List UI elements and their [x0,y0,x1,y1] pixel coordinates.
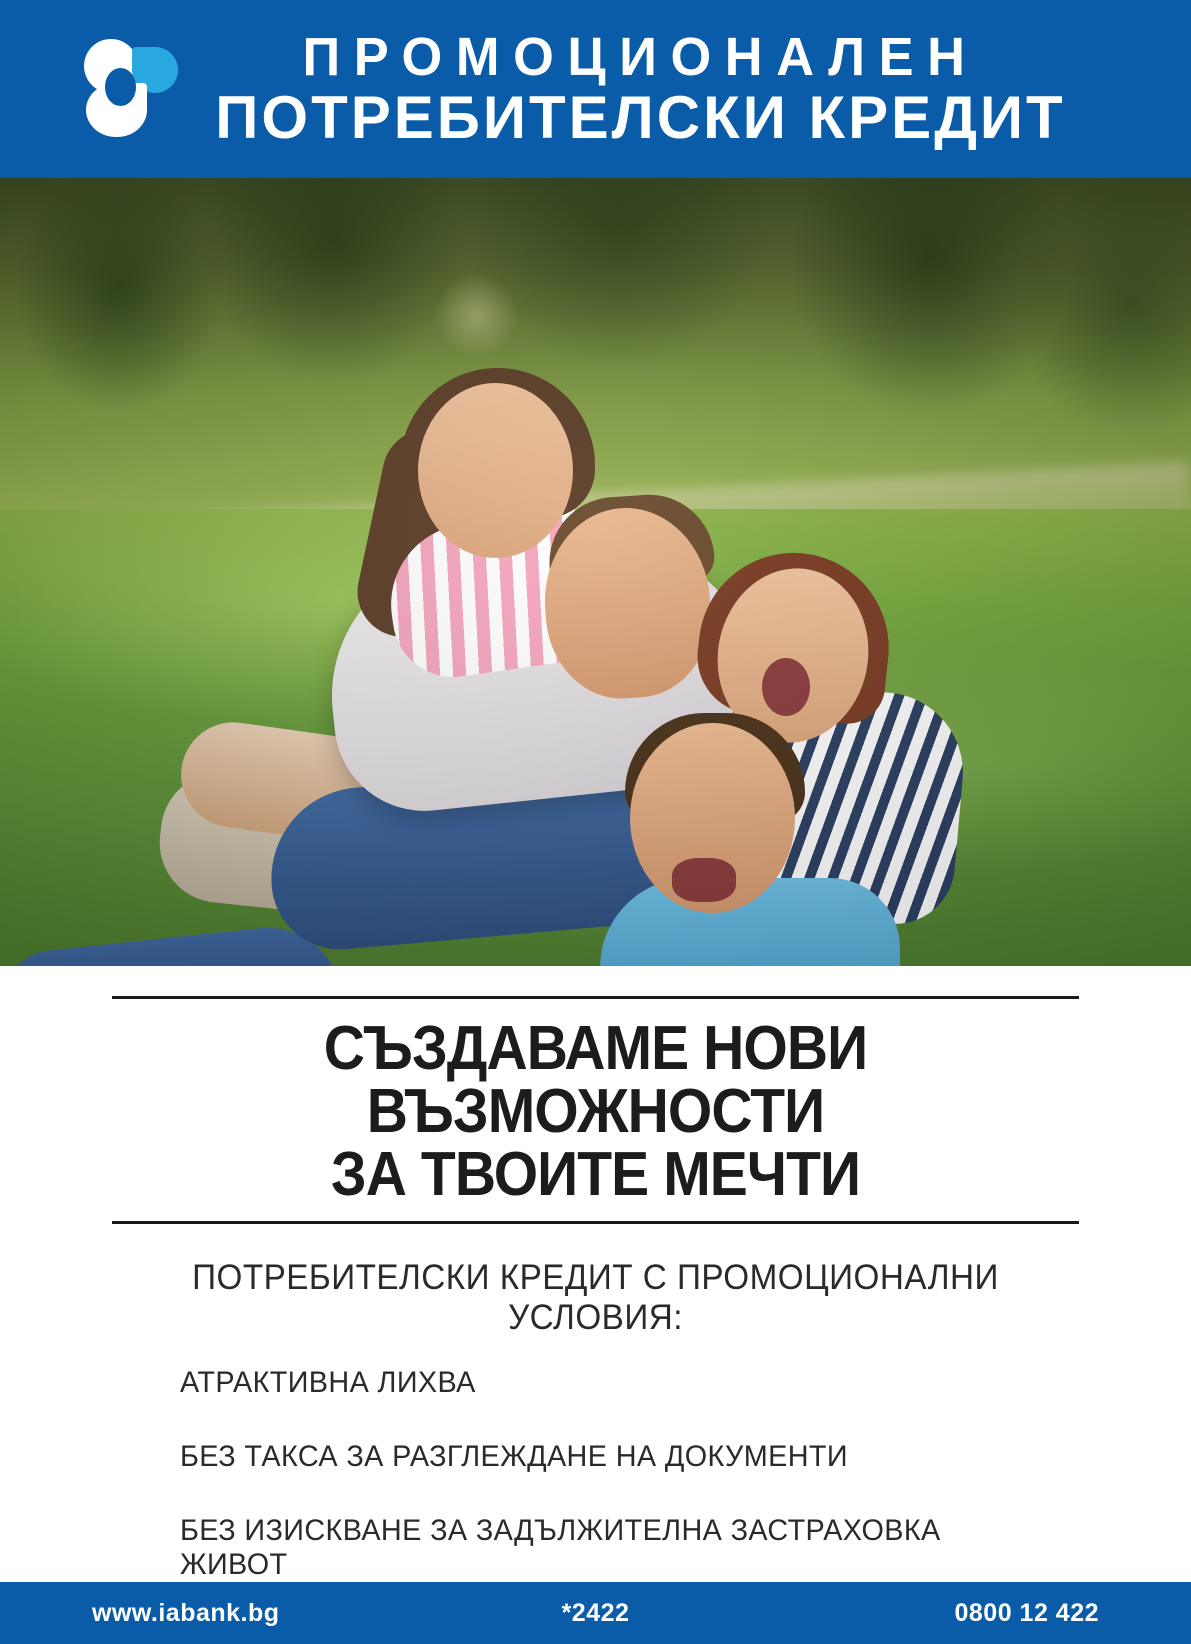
footer-website[interactable]: www.iabank.bg [92,1598,280,1627]
poster-footer [0,1582,1191,1644]
benefits-list [112,1358,1079,1582]
hero-boy-mouth [672,858,736,902]
list-item-label: БЕЗ ИЗИСКВАНЕ ЗА ЗАДЪЛЖИТЕЛНА ЗАСТРАХОВКА ЖИВОТ [180,1513,941,1581]
iabank-logo-icon [78,37,182,141]
hero-family-group [0,178,1191,966]
hero-photo [0,178,1191,966]
list-item-label: БЕЗ ТАКСА ЗА РАЗГЛЕЖДАНЕ НА ДОКУМЕНТИ [180,1439,848,1473]
header-title-line2: ПОТРЕБИТЕЛСКИ КРЕДИТ [215,83,1066,151]
list-item [124,1514,1079,1582]
poster-content [0,966,1191,1582]
poster-header [0,0,1191,178]
page-title [151,999,1041,1221]
headline-line1: СЪЗДАВАМЕ НОВИ ВЪЗМОЖНОСТИ [323,1014,868,1147]
list-item-label: АТРАКТИВНА ЛИХВА [180,1365,476,1399]
footer-short-number[interactable]: *2422 [561,1598,630,1627]
iabank-logo-icon [124,1440,158,1474]
footer-phone[interactable]: 0800 12 422 [954,1598,1100,1627]
iabank-logo-icon [124,1366,158,1400]
list-item [124,1366,1079,1400]
iabank-logo-icon [124,1531,158,1565]
list-item [124,1440,1079,1474]
headline-line2: ЗА ТВОИТЕ МЕЧТИ [330,1140,861,1210]
header-title-line1: ПРОМОЦИОНАЛЕН [302,27,979,88]
hero-mother-mouth [762,658,810,716]
header-title [210,29,1191,149]
subtitle: ПОТРЕБИТЕЛСКИ КРЕДИТ С ПРОМОЦИОНАЛНИ УСЛОВИЯ: [192,1257,999,1337]
hero-girl-head [418,383,573,558]
